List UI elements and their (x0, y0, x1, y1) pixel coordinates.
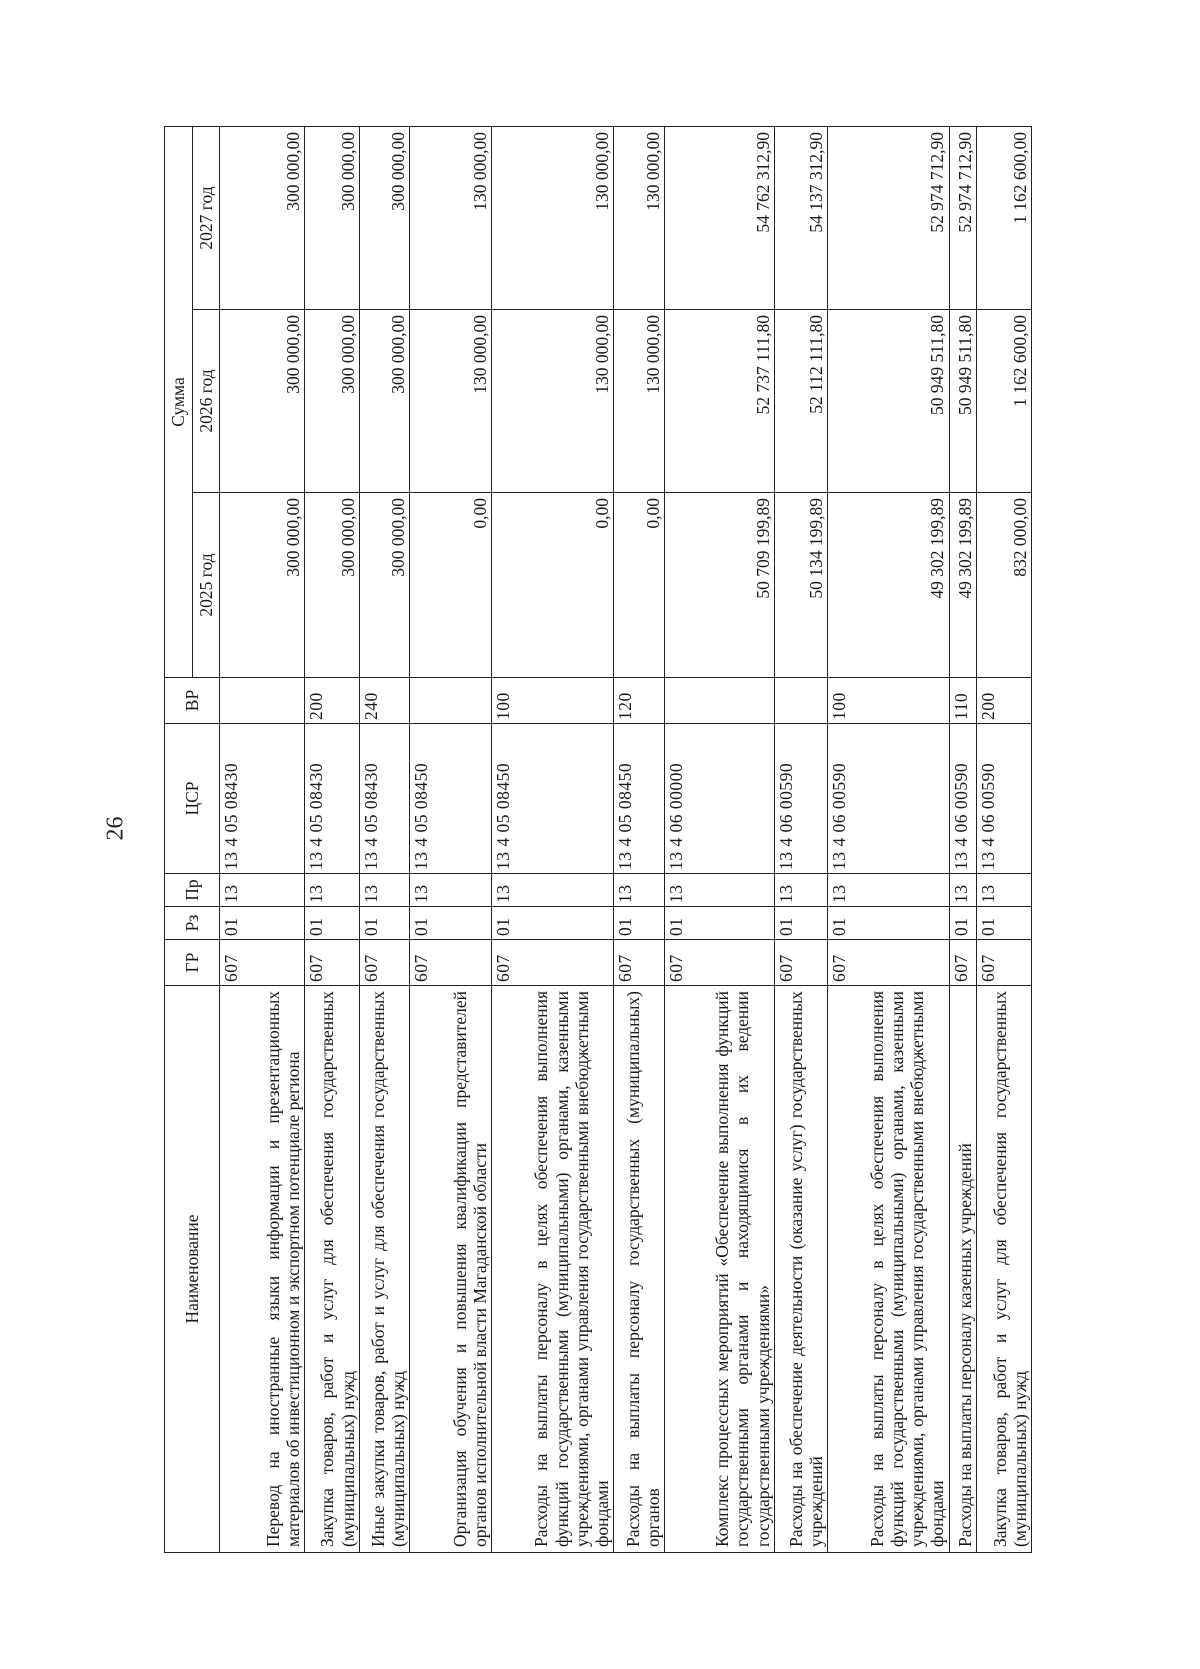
row-vr: 100 (492, 678, 614, 724)
row-2025: 50 134 199,89 (774, 493, 827, 678)
row-csr: 13 4 06 00590 (976, 724, 1031, 874)
row-2026: 1 162 600,00 (976, 310, 1031, 493)
row-vr: 120 (613, 678, 664, 724)
row-rz: 01 (665, 907, 775, 940)
row-rz: 01 (774, 907, 827, 940)
row-name: Организация обучения и повышения квалификации представителей органов исполнительной власти Магаданской области (409, 986, 491, 1553)
row-2027: 300 000,00 (359, 127, 409, 310)
row-2026: 52 112 111,80 (774, 310, 827, 493)
row-2025: 0,00 (613, 493, 664, 678)
row-2025: 300 000,00 (359, 493, 409, 678)
table-row (774, 127, 827, 1553)
row-pr: 13 (220, 874, 305, 907)
row-gr: 607 (949, 940, 976, 986)
row-csr: 13 4 06 00590 (827, 724, 949, 874)
row-vr: 100 (827, 678, 949, 724)
row-vr: 240 (359, 678, 409, 724)
row-2026: 300 000,00 (359, 310, 409, 493)
row-2027: 54 762 312,90 (665, 127, 775, 310)
header-gr: ГР (165, 940, 220, 986)
row-vr (774, 678, 827, 724)
row-vr: 110 (949, 678, 976, 724)
row-rz: 01 (305, 907, 359, 940)
row-name: Расходы на обеспечение деятельности (оказание услуг) государственных учреждений (774, 986, 827, 1553)
row-pr: 13 (409, 874, 491, 907)
row-csr: 13 4 06 00590 (774, 724, 827, 874)
row-name: Закупка товаров, работ и услуг для обеспечения государственных (муниципальных) нужд (305, 986, 359, 1553)
row-2025: 50 709 199,89 (665, 493, 775, 678)
row-vr (665, 678, 775, 724)
row-2027: 300 000,00 (220, 127, 305, 310)
row-pr: 13 (492, 874, 614, 907)
row-gr: 607 (305, 940, 359, 986)
row-name: Расходы на выплаты персоналу казенных учреждений (949, 986, 976, 1553)
row-2025: 0,00 (409, 493, 491, 678)
row-pr: 13 (665, 874, 775, 907)
header-vr: ВР (165, 678, 220, 724)
row-2027: 130 000,00 (613, 127, 664, 310)
table-row (827, 127, 949, 1553)
row-gr: 607 (665, 940, 775, 986)
header-sum: Сумма (165, 127, 193, 678)
row-pr: 13 (305, 874, 359, 907)
row-2027: 52 974 712,90 (949, 127, 976, 310)
page-number: 26 (102, 816, 129, 841)
header-2026: 2026 год (193, 310, 220, 493)
row-gr: 607 (409, 940, 491, 986)
row-rz: 01 (976, 907, 1031, 940)
row-name: Расходы на выплаты персоналу в целях обеспечения выполнения функций государственными (муниципальными) органами, казенными учреждениями, органами управления государственными внебюджетными фондами (827, 986, 949, 1553)
table-body (220, 127, 1032, 1553)
row-pr: 13 (827, 874, 949, 907)
row-2027: 52 974 712,90 (827, 127, 949, 310)
row-2025: 49 302 199,89 (949, 493, 976, 678)
row-2025: 49 302 199,89 (827, 493, 949, 678)
row-gr: 607 (359, 940, 409, 986)
row-pr: 13 (949, 874, 976, 907)
row-vr: 200 (976, 678, 1031, 724)
row-csr: 13 4 05 08430 (220, 724, 305, 874)
table-row (305, 127, 359, 1553)
row-csr: 13 4 06 00590 (949, 724, 976, 874)
row-2026: 52 737 111,80 (665, 310, 775, 493)
row-name: Расходы на выплаты персоналу государственных (муниципальных) органов (613, 986, 664, 1553)
row-2025: 832 000,00 (976, 493, 1031, 678)
table-row (220, 127, 305, 1553)
row-2027: 130 000,00 (409, 127, 491, 310)
table-row (613, 127, 664, 1553)
row-gr: 607 (976, 940, 1031, 986)
row-2027: 130 000,00 (492, 127, 614, 310)
row-gr: 607 (613, 940, 664, 986)
table-row (409, 127, 491, 1553)
header-2025: 2025 год (193, 493, 220, 678)
header-2027: 2027 год (193, 127, 220, 310)
row-2026: 130 000,00 (492, 310, 614, 493)
row-pr: 13 (774, 874, 827, 907)
row-2026: 300 000,00 (220, 310, 305, 493)
row-name: Закупка товаров, работ и услуг для обеспечения государственных (муниципальных) нужд (976, 986, 1031, 1553)
row-vr: 200 (305, 678, 359, 724)
row-rz: 01 (949, 907, 976, 940)
header-name: Наименование (165, 986, 220, 1553)
row-csr: 13 4 05 08450 (613, 724, 664, 874)
row-rz: 01 (613, 907, 664, 940)
table-row (359, 127, 409, 1553)
budget-table (164, 126, 1032, 1553)
row-2026: 50 949 511,80 (949, 310, 976, 493)
row-csr: 13 4 05 08430 (359, 724, 409, 874)
row-rz: 01 (492, 907, 614, 940)
row-name: Перевод на иностранные языки информации и презентационных материалов об инвестиционном и экспортном потенциале региона (220, 986, 305, 1553)
table-row (976, 127, 1031, 1553)
row-rz: 01 (827, 907, 949, 940)
row-gr: 607 (774, 940, 827, 986)
table-row (492, 127, 614, 1553)
row-2027: 300 000,00 (305, 127, 359, 310)
header-rz: Рз (165, 907, 220, 940)
row-rz: 01 (220, 907, 305, 940)
row-gr: 607 (220, 940, 305, 986)
row-gr: 607 (492, 940, 614, 986)
row-pr: 13 (976, 874, 1031, 907)
row-2026: 130 000,00 (409, 310, 491, 493)
row-2025: 0,00 (492, 493, 614, 678)
row-2026: 300 000,00 (305, 310, 359, 493)
table-row (665, 127, 775, 1553)
row-pr: 13 (613, 874, 664, 907)
row-name: Комплекс процессных мероприятий «Обеспечение выполнения функций государственными органами и находящимися в их ведении государственными учреждениями» (665, 986, 775, 1553)
row-2027: 54 137 312,90 (774, 127, 827, 310)
row-2026: 130 000,00 (613, 310, 664, 493)
header-row-1 (165, 127, 193, 1553)
row-2025: 300 000,00 (305, 493, 359, 678)
row-name: Расходы на выплаты персоналу в целях обеспечения выполнения функций государственными (муниципальными) органами, казенными учреждениями, органами управления государственными внебюджетными фондами (492, 986, 614, 1553)
row-csr: 13 4 05 08450 (492, 724, 614, 874)
row-vr (220, 678, 305, 724)
row-2027: 1 162 600,00 (976, 127, 1031, 310)
row-rz: 01 (409, 907, 491, 940)
row-rz: 01 (359, 907, 409, 940)
row-2025: 300 000,00 (220, 493, 305, 678)
row-csr: 13 4 06 00000 (665, 724, 775, 874)
row-csr: 13 4 05 08430 (305, 724, 359, 874)
budget-sheet (164, 127, 1032, 1553)
row-name: Иные закупки товаров, работ и услуг для обеспечения государственных (муниципальных) нужд (359, 986, 409, 1553)
row-2026: 50 949 511,80 (827, 310, 949, 493)
header-pr: Пр (165, 874, 220, 907)
header-csr: ЦСР (165, 724, 220, 874)
row-vr (409, 678, 491, 724)
table-row (949, 127, 976, 1553)
row-pr: 13 (359, 874, 409, 907)
row-gr: 607 (827, 940, 949, 986)
row-csr: 13 4 05 08450 (409, 724, 491, 874)
